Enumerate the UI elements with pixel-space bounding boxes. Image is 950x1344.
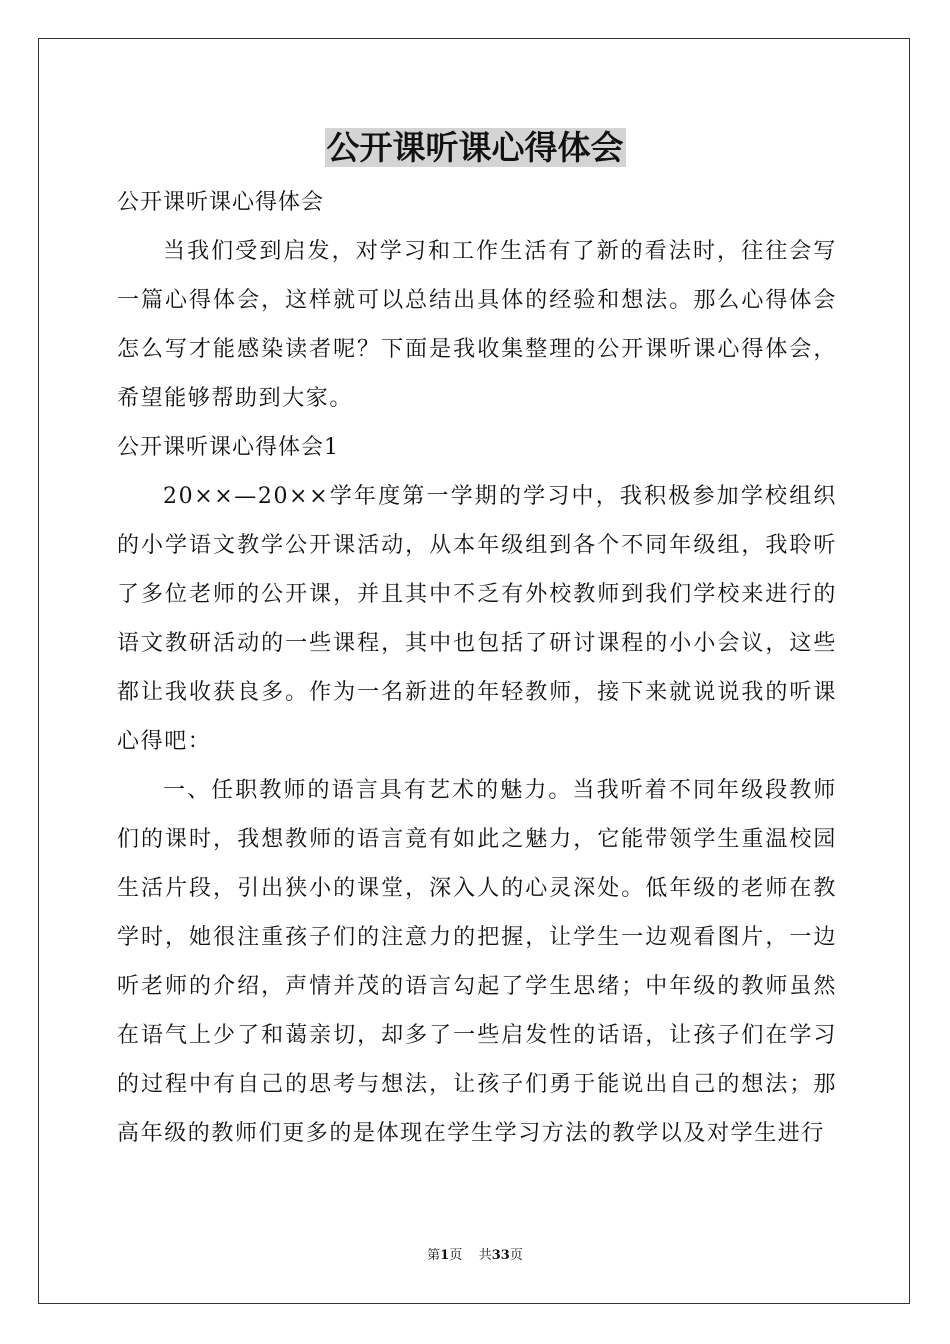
document-body (117, 178, 837, 1158)
footer-page-number: 1 (440, 1248, 450, 1263)
footer-total-prefix: 共 (478, 1248, 492, 1263)
footer-page-suffix: 页 (449, 1248, 463, 1263)
document-title (0, 126, 950, 170)
body-paragraph-1: 20××—20××学年度第一学期的学习中，我积极参加学校组织的小学语文教学公开课活动，从本年级组到各个不同年级组，我聆听了多位老师的公开课，并且其中不乏有外校教师到我们学校来进行的语文教研活动的一些课程，其中也包括了研讨课程的小小会议，这些都让我收获良多。作为一名新进的年轻教师，接下来就说说我的听课心得吧： (117, 484, 837, 754)
footer-page-prefix: 第 (427, 1248, 441, 1263)
section-heading: 公开课听课心得体会1 (117, 435, 339, 460)
page-footer (0, 1248, 950, 1264)
body-paragraph-2: 一、任职教师的语言具有艺术的魅力。当我听着不同年级段教师们的课时，我想教师的语言竟有如此之魅力，它能带领学生重温校园生活片段，引出狭小的课堂，深入人的心灵深处。低年级的老师在教学时，她很注重孩子们的注意力的把握，让学生一边观看图片，一边听老师的介绍，声情并茂的语言勾起了学生思绪；中年级的教师虽然在语气上少了和蔼亲切，却多了一些启发性的话语，让孩子们在学习的过程中有自己的思考与想法，让孩子们勇于能说出自己的想法；那高年级的教师们更多的是体现在学生学习方法的教学以及对学生进行 (117, 778, 837, 1146)
document-subtitle: 公开课听课心得体会 (117, 190, 325, 215)
document-title-text: 公开课听课心得体会 (326, 128, 624, 167)
intro-paragraph: 当我们受到启发，对学习和工作生活有了新的看法时，往往会写一篇心得体会，这样就可以总结出具体的经验和想法。那么心得体会怎么写才能感染读者呢？下面是我收集整理的公开课听课心得体会，希望能够帮助到大家。 (117, 239, 837, 411)
footer-total-suffix: 页 (509, 1248, 523, 1263)
footer-total-pages: 33 (491, 1248, 510, 1263)
